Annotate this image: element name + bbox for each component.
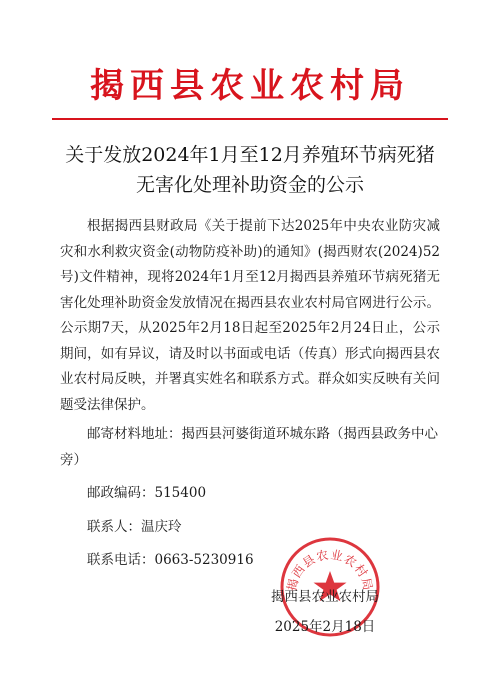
notice-title-line-2: 无害化处理补助资金的公示	[135, 174, 364, 196]
signature-block	[250, 582, 400, 642]
notice-title-line-1: 关于发放2024年1月至12月养殖环节病死猪	[65, 144, 435, 166]
notice-title	[40, 140, 460, 200]
postal-code: 邮政编码：515400	[87, 485, 207, 501]
header-divider	[52, 118, 448, 120]
notice-paragraph: 根据揭西县财政局《关于提前下达2025年中央农业防灾减灾和水利救灾资金(动物防疫补助)的通知》(揭西财农(2024)52号)文件精神，现将2024年1月至12月揭西县养殖环节病死猪无害化处理补助资金发放情况在揭西县农业农村局官网进行公示。公示期7天，从2025年2月18日起至2025年2月24日止，公示期间，如有异议，请及时以书面或电话（传真）形式向揭西县农业农村局反映，并署真实姓名和联系方式。群众如实反映有关问题受法律保护。	[60, 218, 440, 413]
contact-person: 联系人：温庆玲	[87, 518, 182, 535]
contact-phone: 联系电话：0663-5230916	[87, 552, 254, 568]
signature-org: 揭西县农业农村局	[271, 589, 379, 605]
svg-text:揭西县农业农村局: 揭西县农业农村局	[284, 547, 376, 593]
mailing-address: 邮寄材料地址：揭西县河婆街道环城东路（揭西县政务中心旁）	[60, 426, 438, 468]
notice-body	[60, 214, 440, 582]
signature-date: 2025年2月18日	[274, 619, 376, 635]
org-header: 揭西县农业农村局	[90, 66, 410, 106]
